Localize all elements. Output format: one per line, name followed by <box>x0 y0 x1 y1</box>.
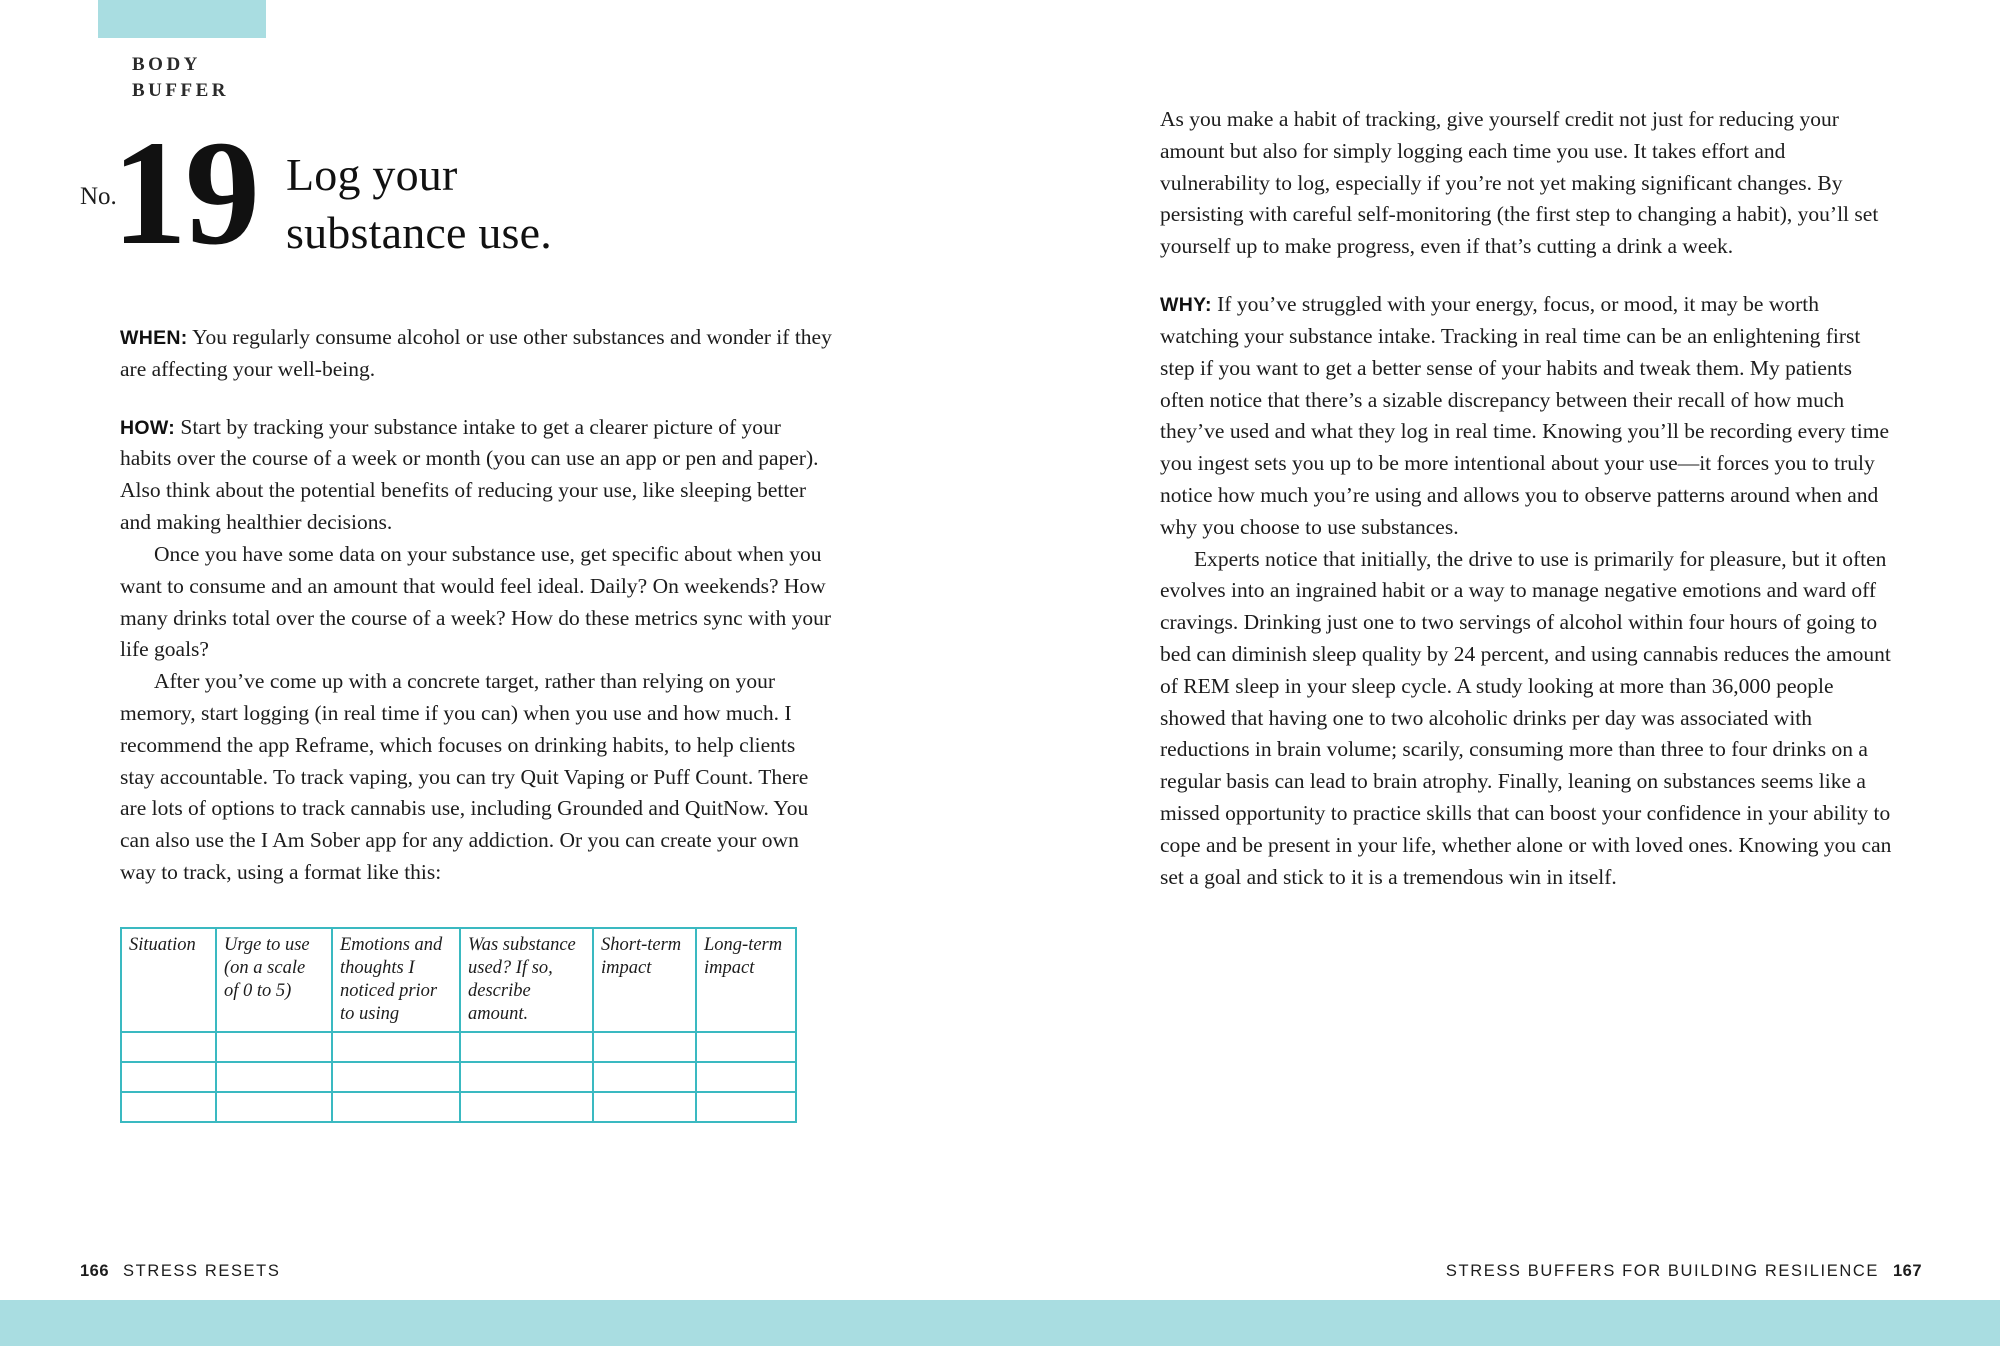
how-label: HOW: <box>120 416 175 439</box>
empty-cell <box>460 1092 593 1122</box>
log-table-header <box>121 928 796 1033</box>
bottom-teal-band <box>0 1300 2000 1346</box>
column-header-short-term-impact: Short-term impact <box>593 928 696 1033</box>
empty-cell <box>460 1032 593 1062</box>
chapter-title-line-2: substance use. <box>286 206 552 258</box>
log-table-empty-row <box>121 1032 796 1062</box>
column-header-long-term-impact: Long-term impact <box>696 928 796 1033</box>
empty-cell <box>460 1062 593 1092</box>
empty-cell <box>593 1032 696 1062</box>
right-text-column <box>1160 104 1896 894</box>
empty-cell <box>593 1092 696 1122</box>
log-table-header-row <box>121 928 796 1033</box>
why-text: If you’ve struggled with your energy, focus, or mood, it may be worth watching your substance intake. Tracking in real time can be an enlightening first step if you want to get a better sense of your habits and tweak them. My patients often notice that there’s a sizable discrepancy between their recall of how much they’ve used and what they log in real time. Knowing you’ll be recording every time you ingest sets you up to be more intentional about your use—it forces you to truly notice how much you’re using and allows you to observe patterns around when and why you choose to use substances. <box>1160 292 1889 539</box>
empty-cell <box>593 1062 696 1092</box>
when-text: You regularly consume alcohol or use other substances and wonder if they are affecting your well-being. <box>120 325 832 381</box>
empty-cell <box>696 1032 796 1062</box>
empty-cell <box>696 1092 796 1122</box>
empty-cell <box>332 1032 460 1062</box>
column-header-emotions: Emotions and thoughts I noticed prior to using <box>332 928 460 1033</box>
empty-cell <box>332 1062 460 1092</box>
how-text-1: Start by tracking your substance intake to get a clearer picture of your habits over the course of a week or month (you can use an app or pen and paper). Also think about the potential benefits of reducing your use, like sleeping better and making healthier decisions. <box>120 414 819 535</box>
empty-cell <box>216 1032 332 1062</box>
when-paragraph <box>120 322 832 386</box>
how-paragraph-2: Once you have some data on your substance use, get specific about when you want to consume and an amount that would feel ideal. Daily? On weekends? How many drinks total over the course of a week? How do these metrics sync with your life goals? <box>120 541 832 662</box>
why-paragraph <box>1160 289 1896 544</box>
when-label: WHEN: <box>120 327 188 349</box>
chapter-number: 19 <box>112 110 258 276</box>
experts-paragraph: Experts notice that initially, the drive to use is primarily for pleasure, but it often evolves into an ingrained habit or a way to manage negative emotions and ward off cravings. Drinking just one to two servings of alcohol within four hours of going to bed can diminish sleep quality by 24 percent, and using cannabis reduces the amount of REM sleep in your sleep cycle. A study looking at more than 36,000 people showed that having one to two alcoholic drinks per day was associated with reductions in brain volume; scarily, consuming more than three to four drinks on a regular basis can lead to brain atrophy. Finally, leaning on substances seems like a missed opportunity to practice skills that can boost your confidence in your ability to cope and be present in your life, whether alone or with loved ones. Knowing you can set a goal and stick to it is a tremendous win in itself. <box>1160 546 1892 889</box>
column-header-substance-used: Was substance used? If so, describe amount. <box>460 928 593 1033</box>
right-page-number: 167 <box>1892 1262 1922 1280</box>
why-label: WHY: <box>1160 294 1212 317</box>
empty-cell <box>121 1092 216 1122</box>
right-page-footer <box>1446 1262 1922 1281</box>
column-header-urge: Urge to use (on a scale of 0 to 5) <box>216 928 332 1033</box>
chapter-title-line-1: Log your <box>286 149 458 200</box>
left-footer-label: STRESS RESETS <box>123 1262 281 1280</box>
empty-cell <box>332 1092 460 1122</box>
category-line-1: BODY <box>132 54 201 75</box>
log-table-body <box>121 1032 796 1122</box>
category-line-2: BUFFER <box>132 79 229 101</box>
empty-cell <box>216 1062 332 1092</box>
right-footer-label: STRESS BUFFERS FOR BUILDING RESILIENCE <box>1445 1262 1879 1280</box>
empty-cell <box>216 1092 332 1122</box>
how-paragraph-1 <box>120 412 832 539</box>
category-label <box>132 52 229 103</box>
left-page-footer <box>80 1262 280 1281</box>
empty-cell <box>696 1062 796 1092</box>
left-text-column <box>120 322 832 1123</box>
chapter-number-prefix: No. <box>80 183 117 210</box>
column-header-situation: Situation <box>121 928 216 1033</box>
empty-cell <box>121 1062 216 1092</box>
chapter-title <box>286 146 552 261</box>
left-page-number: 166 <box>80 1262 110 1280</box>
tracking-habit-paragraph: As you make a habit of tracking, give yourself credit not just for reducing your amount but also for simply logging each time you use. It takes effort and vulnerability to log, especially if you’re not yet making significant changes. By persisting with careful self-monitoring (the first step to changing a habit), you’ll set yourself up to make progress, even if that’s cutting a drink a week. <box>1160 107 1879 259</box>
category-color-tab <box>98 0 266 38</box>
substance-log-table <box>120 927 797 1124</box>
empty-cell <box>121 1032 216 1062</box>
log-table-empty-row <box>121 1092 796 1122</box>
log-table-empty-row <box>121 1062 796 1092</box>
how-paragraph-3: After you’ve come up with a concrete target, rather than relying on your memory, start logging (in real time if you can) when you use and how much. I recommend the app Reframe, which focuses on drinking habits, to help clients stay accountable. To track vaping, you can try Quit Vaping or Puff Count. There are lots of options to track cannabis use, including Grounded and QuitNow. You can also use the I Am Sober app for any addiction. Or you can create your own way to track, using a format like this: <box>120 669 809 884</box>
